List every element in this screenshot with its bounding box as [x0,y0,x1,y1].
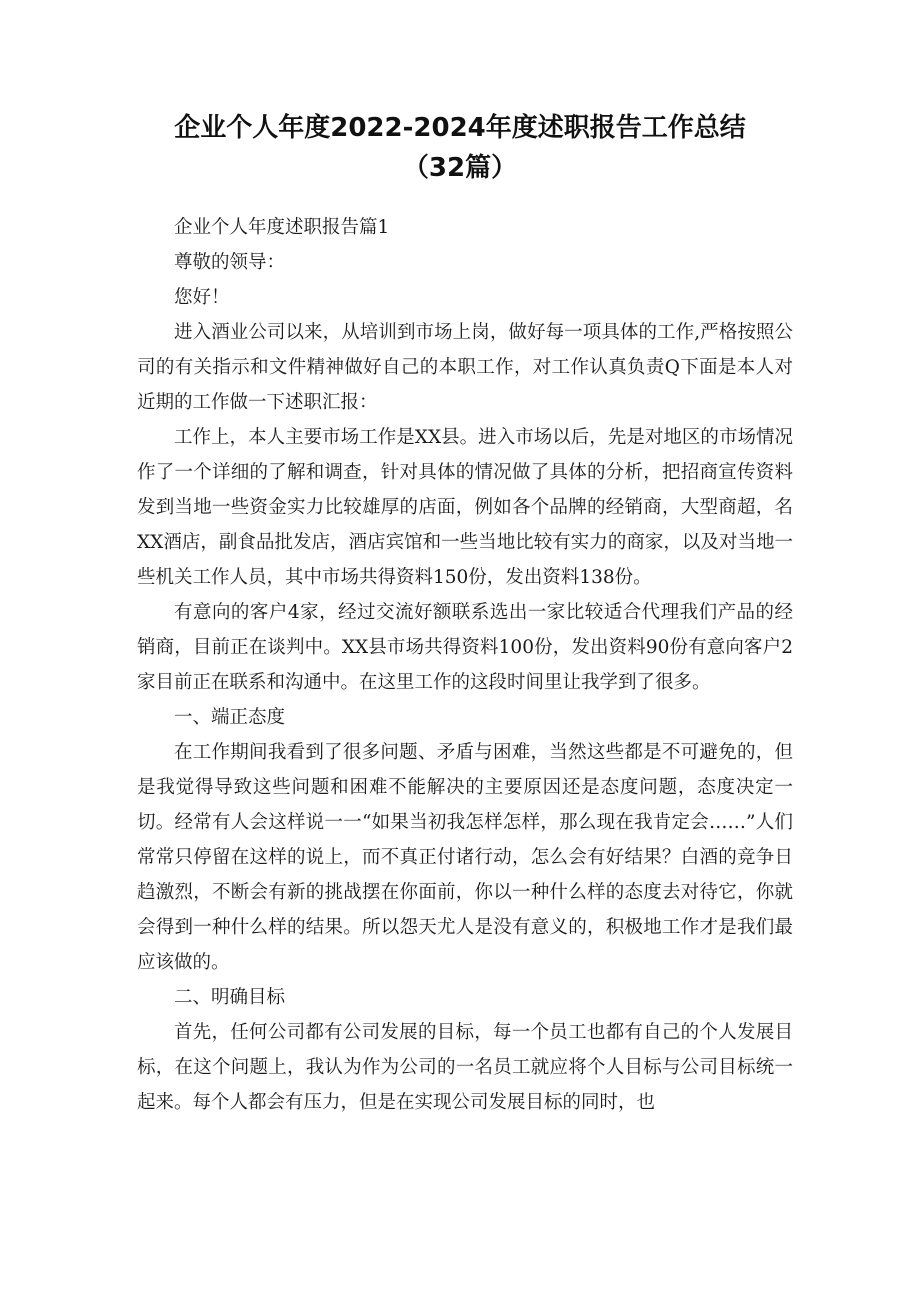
paragraph: 有意向的客户4家，经过交流好额联系选出一家比较适合代理我们产品的经销商，目前正在谈判中。XX县市场共得资料100份，发出资料90份有意向客户2家目前正在联系和沟通中。在这里工作的这段时间里让我学到了很多。 [137,602,793,693]
section-heading: 企业个人年度述职报告篇1 [174,217,390,238]
subheading: 二、明确目标 [174,987,286,1008]
salutation: 尊敬的领导： [174,252,286,273]
paragraph: 工作上，本人主要市场工作是XX县。进入市场以后，先是对地区的市场情况作了一个详细的了解和调查，针对具体的情况做了具体的分析，把招商宣传资料发到当地一些资金实力比较雄厚的店面，例如各个品牌的经销商，大型商超，名XX酒店，副食品批发店，酒店宾馆和一些当地比较有实力的商家，以及对当地一些机关工作人员，其中市场共得资料150份，发出资料138份。 [137,427,793,588]
paragraph: 首先，任何公司都有公司发展的目标，每一个员工也都有自己的个人发展目标，在这个问题上，我认为作为公司的一名员工就应将个人目标与公司目标统一起来。每个人都会有压力，但是在实现公司发展目标的同时，也 [137,1022,793,1113]
paragraph: 进入酒业公司以来，从培训到市场上岗，做好每一项具体的工作,严格按照公司的有关指示和文件精神做好自己的本职工作，对工作认真负责Q下面是本人对近期的工作做一下述职汇报： [137,322,793,413]
document-body [137,210,793,1120]
document-title: 企业个人年度2022-2024年度述职报告工作总结（32篇） [174,113,746,183]
paragraph: 在工作期间我看到了很多问题、矛盾与困难，当然这些都是不可避免的，但是我觉得导致这些问题和困难不能解决的主要原因还是态度问题，态度决定一切。经常有人会这样说一一“如果当初我怎样怎样，那么现在我肯定会……”人们常常只停留在这样的说上，而不真正付诸行动，怎么会有好结果？白酒的竞争日趋激烈，不断会有新的挑战摆在你面前，你以一种什么样的态度去对待它，你就会得到一种什么样的结果。所以怨天尤人是没有意义的，积极地工作才是我们最应该做的。 [137,742,793,973]
greeting: 您好！ [174,287,230,308]
subheading: 一、端正态度 [174,707,286,728]
